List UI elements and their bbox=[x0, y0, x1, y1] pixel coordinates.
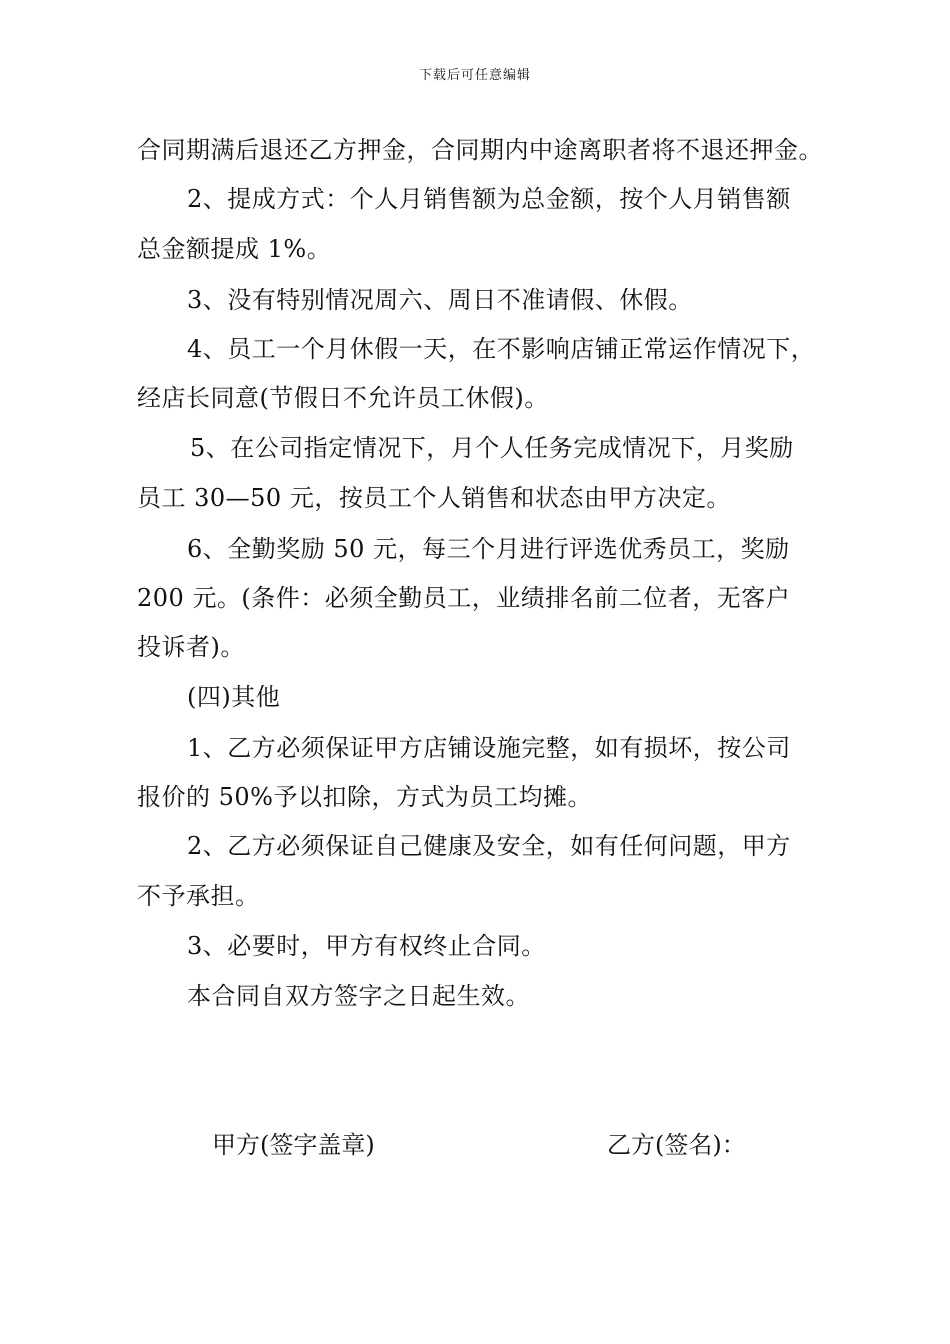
contract-line: 员工 30—50 元，按员工个人销售和状态由甲方决定。 bbox=[137, 484, 731, 512]
section-heading: (四)其他 bbox=[187, 683, 281, 711]
contract-line: 6、全勤奖励 50 元，每三个月进行评选优秀员工，奖励 bbox=[187, 535, 790, 563]
contract-line: 3、没有特别情况周六、周日不准请假、休假。 bbox=[187, 286, 693, 314]
contract-line: 1、乙方必须保证甲方店铺设施完整，如有损坏，按公司 bbox=[187, 734, 791, 762]
contract-line: 本合同自双方签字之日起生效。 bbox=[187, 982, 530, 1010]
page-header: 下载后可任意编辑 bbox=[418, 68, 531, 83]
contract-line: 报价的 50%予以扣除，方式为员工均摊。 bbox=[137, 783, 592, 811]
contract-line: 2、乙方必须保证自己健康及安全，如有任何问题，甲方 bbox=[187, 832, 791, 860]
contract-line: 2、提成方式：个人月销售额为总金额，按个人月销售额 bbox=[187, 185, 791, 213]
party-a-signature-label: 甲方(签字盖章) bbox=[212, 1131, 375, 1159]
contract-line: 5、在公司指定情况下，月个人任务完成情况下，月奖励 bbox=[190, 434, 794, 462]
contract-line: 不予承担。 bbox=[137, 882, 260, 910]
party-b-signature-label: 乙方(签名)： bbox=[607, 1131, 746, 1159]
contract-line: 经店长同意(节假日不允许员工休假)。 bbox=[137, 384, 549, 412]
contract-line: 投诉者)。 bbox=[137, 633, 245, 661]
contract-line: 4、员工一个月休假一天，在不影响店铺正常运作情况下， bbox=[187, 335, 816, 363]
contract-line: 3、必要时，甲方有权终止合同。 bbox=[187, 932, 546, 960]
contract-line: 总金额提成 1%。 bbox=[137, 235, 332, 263]
contract-line: 合同期满后退还乙方押金，合同期内中途离职者将不退还押金。 bbox=[137, 136, 823, 164]
contract-line: 200 元。(条件：必须全勤员工，业绩排名前二位者，无客户 bbox=[137, 584, 791, 612]
